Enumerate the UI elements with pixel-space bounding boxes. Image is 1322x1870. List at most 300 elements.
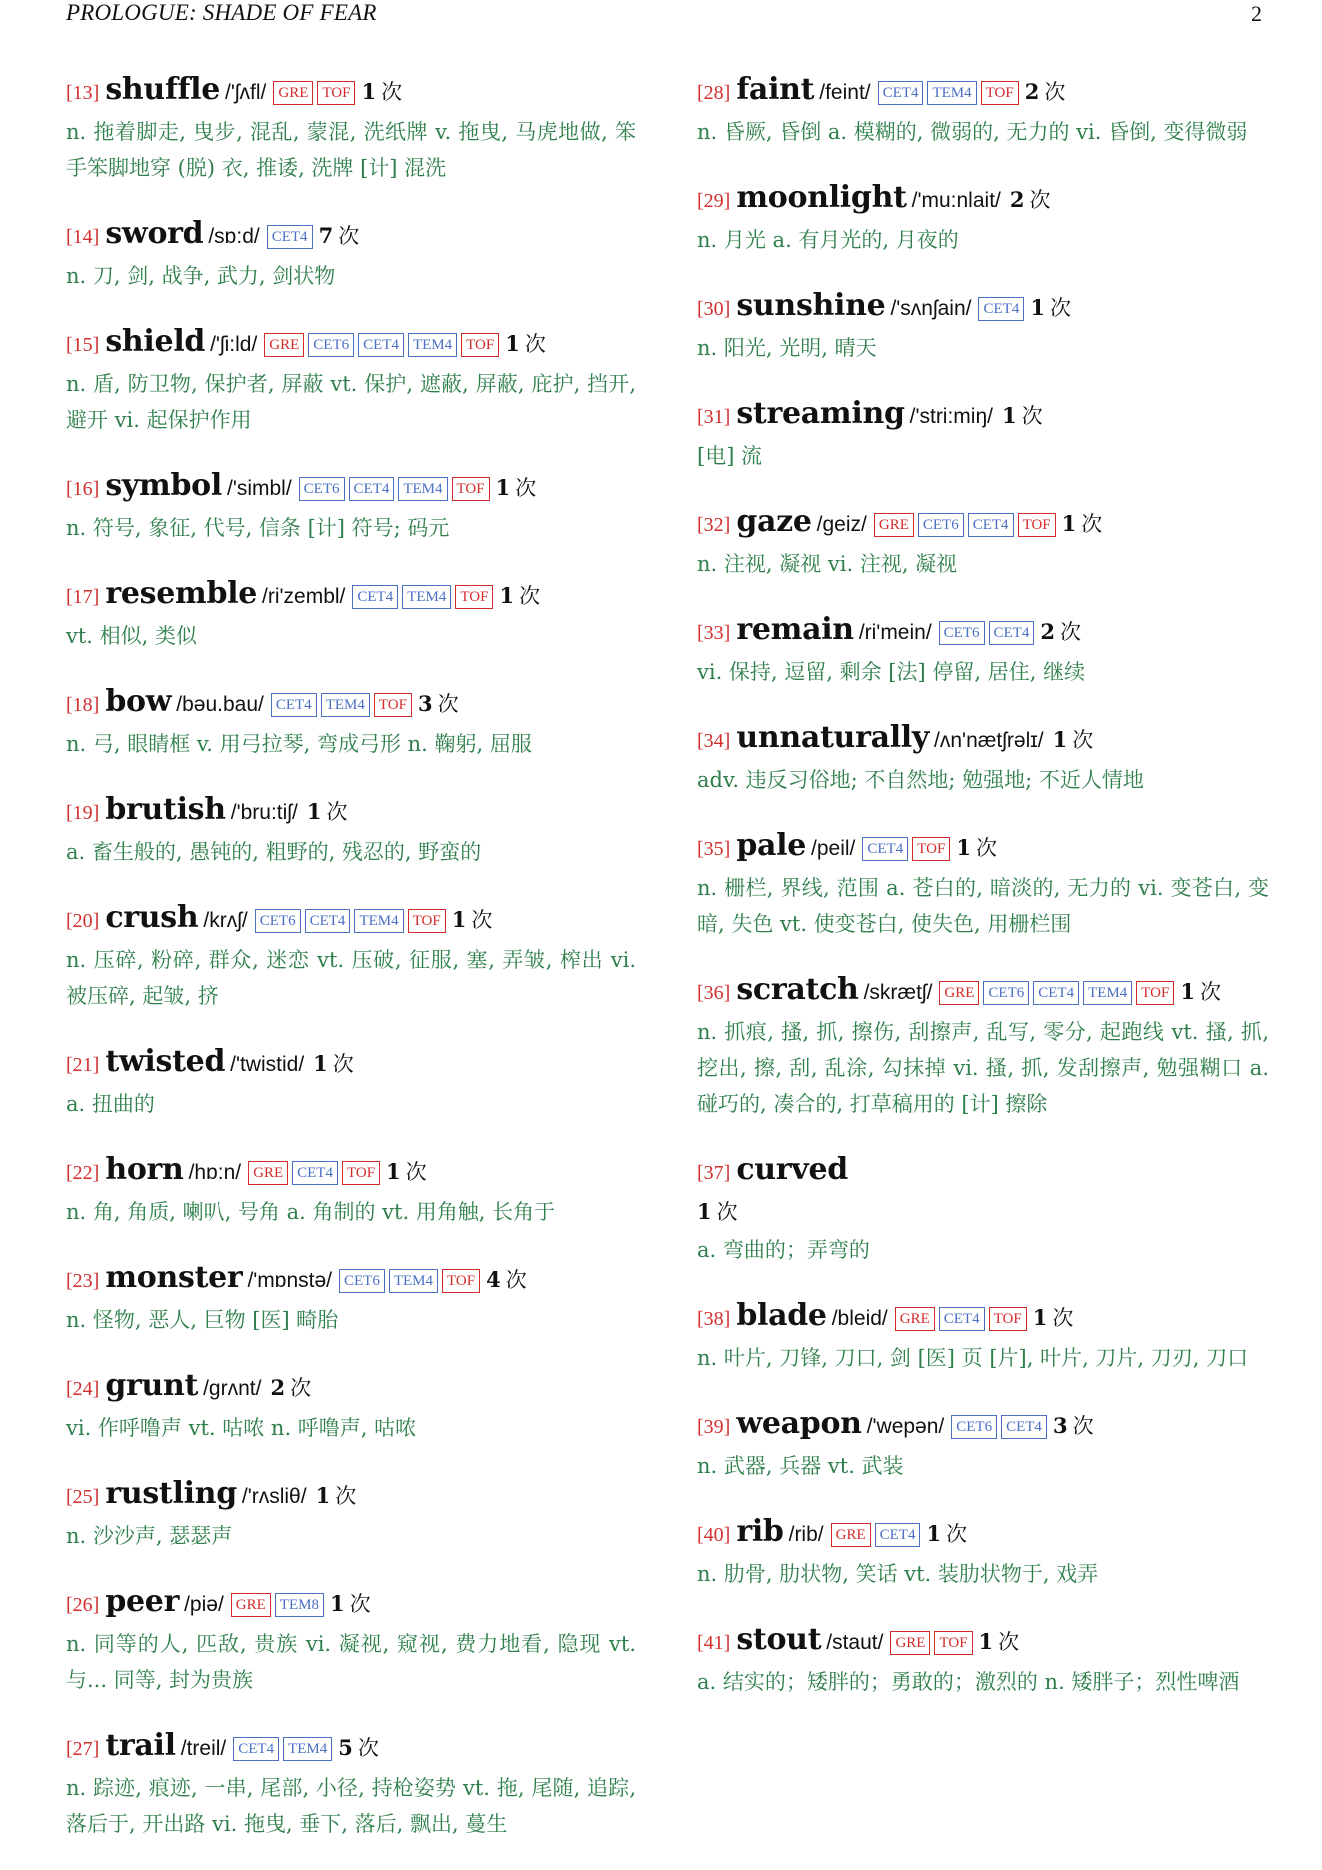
entry-word: rustling: [105, 1476, 237, 1511]
entry-headline: [66, 1150, 636, 1194]
entry-number: [24]: [66, 1378, 100, 1400]
entry-pronunciation: /'twistid/: [230, 1053, 305, 1076]
exam-tag-badge: TOF: [408, 909, 446, 933]
vocab-entry: [66, 1474, 636, 1554]
occurrence-count: [338, 1736, 379, 1760]
entry-definition: a. 结实的；矮胖的；勇敢的；激烈的 n. 矮胖子；烈性啤酒: [697, 1670, 1240, 1694]
entry-pronunciation: /grʌnt/: [203, 1377, 262, 1400]
vocab-entry: [66, 214, 636, 294]
exam-tag-badge: GRE: [831, 1523, 871, 1547]
vocab-entry: [66, 574, 636, 654]
entry-number: [31]: [697, 406, 731, 428]
exam-tag-badge: CET4: [968, 513, 1014, 537]
entry-pronunciation: /staut/: [826, 1631, 884, 1654]
occurrence-count: [330, 1592, 371, 1616]
entry-number: [16]: [66, 478, 100, 500]
entry-number: [28]: [697, 82, 731, 104]
occurrence-number: 1: [1052, 727, 1068, 752]
count-unit: 次: [357, 1736, 379, 1760]
vocab-entry: [66, 1366, 636, 1446]
exam-tag-badge: GRE: [895, 1307, 935, 1331]
entry-word: bow: [105, 684, 172, 719]
entry-headline: [697, 970, 1269, 1014]
exam-tag-badge: GRE: [874, 513, 914, 537]
entry-headline: [66, 214, 636, 258]
exam-tag-badge: GRE: [264, 333, 304, 357]
occurrence-number: 1: [1061, 511, 1077, 536]
vocab-entry: [66, 70, 636, 186]
entry-headline: [697, 610, 1269, 654]
exam-tag-badge: CET4: [358, 333, 404, 357]
entry-headline: [697, 502, 1269, 546]
entry-headline: [697, 1512, 1269, 1556]
occurrence-count: [1010, 188, 1051, 212]
entry-definition: n. 弓, 眼睛框 v. 用弓拉琴, 弯成弓形 n. 鞠躬, 屈服: [66, 732, 532, 756]
occurrence-number: 1: [315, 1483, 331, 1508]
count-unit: 次: [1059, 620, 1081, 644]
count-unit: 次: [975, 836, 997, 860]
vocab-entry: [697, 178, 1269, 258]
entry-pronunciation: /ri'mein/: [858, 621, 932, 644]
occurrence-count: [496, 476, 537, 500]
occurrence-number: 4: [486, 1267, 501, 1292]
entry-word: sword: [105, 216, 204, 251]
count-unit: 次: [1072, 728, 1094, 752]
entry-number: [41]: [697, 1632, 731, 1654]
entry-headline: [66, 322, 636, 366]
entry-definition: n. 踪迹, 痕迹, 一串, 尾部, 小径, 持枪姿势 vt. 拖, 尾随, 追踪, 落后于, 开出路 vi. 拖曳, 垂下, 落后, 飘出, 蔓生: [66, 1776, 636, 1836]
entry-definition: n. 阳光, 光明, 晴天: [697, 336, 877, 360]
entry-headline: [66, 1366, 636, 1410]
entry-word: monster: [105, 1260, 243, 1295]
entry-number: [14]: [66, 226, 100, 248]
entry-pronunciation: /feint/: [819, 81, 871, 104]
count-unit: 次: [290, 1376, 312, 1400]
occurrence-number: 2: [1024, 79, 1040, 104]
entry-word: resemble: [105, 576, 258, 611]
entry-number: [21]: [66, 1054, 100, 1076]
count-unit: 次: [338, 224, 360, 248]
entry-pronunciation: /piə/: [184, 1593, 224, 1616]
occurrence-number: 1: [1180, 979, 1195, 1004]
entry-pronunciation: /bleid/: [831, 1307, 888, 1330]
count-unit: 次: [471, 908, 493, 932]
exam-tag-badge: CET4: [305, 909, 351, 933]
entry-pronunciation: /'sʌnʃain/: [890, 297, 972, 320]
occurrence-number: 2: [1040, 619, 1055, 644]
exam-tag-badge: TOF: [461, 333, 499, 357]
entry-definition: a. 扭曲的: [66, 1092, 155, 1116]
vocab-entry: [697, 1296, 1269, 1376]
occurrence-number: 1: [495, 475, 511, 500]
occurrence-count: [1053, 1414, 1094, 1438]
exam-tag-badge: TOF: [374, 693, 412, 717]
entry-word: peer: [105, 1584, 180, 1619]
exam-tag-badge: TOF: [442, 1269, 480, 1293]
vocab-entry: [66, 682, 636, 762]
exam-tag-badge: GRE: [231, 1593, 271, 1617]
exam-tag-badge: CET4: [878, 81, 924, 105]
entry-number: [27]: [66, 1738, 100, 1760]
occurrence-count: [1025, 80, 1066, 104]
entry-pronunciation: /skrætʃ/: [863, 981, 933, 1004]
count-unit: 次: [332, 1052, 354, 1076]
occurrence-number: 1: [1030, 295, 1045, 320]
entry-definition: a. 弯曲的；弄弯的: [697, 1238, 870, 1262]
occurrence-number: 7: [318, 223, 334, 248]
count-unit: 次: [437, 692, 459, 716]
entry-definition: n. 沙沙声, 瑟瑟声: [66, 1524, 233, 1548]
entry-word: twisted: [105, 1044, 226, 1079]
entry-pronunciation: /ʌn'nætʃrəlɪ/: [934, 729, 1044, 752]
count-unit: 次: [349, 1592, 371, 1616]
exam-tag-badge: TOF: [317, 81, 355, 105]
entry-pronunciation: /ri'zembl/: [262, 585, 346, 608]
entry-number: [23]: [66, 1270, 100, 1292]
count-unit: 次: [1199, 980, 1221, 1004]
exam-tag-badge: CET4: [271, 693, 317, 717]
exam-tag-badge: TOF: [934, 1631, 972, 1655]
entry-headline: [697, 286, 1269, 330]
exam-tag-badge: TOF: [452, 477, 490, 501]
entry-definition: vt. 相似, 类似: [66, 624, 198, 648]
vocab-column-left: [66, 70, 636, 1870]
entry-headline: [697, 1296, 1269, 1340]
count-unit: 次: [1021, 404, 1043, 428]
entry-word: shield: [105, 324, 206, 359]
entry-definition: [电] 流: [697, 444, 763, 468]
entry-word: blade: [736, 1298, 827, 1333]
count-unit: 次: [524, 332, 546, 356]
occurrence-count: [505, 332, 546, 356]
occurrence-number: 1: [978, 1629, 994, 1654]
count-unit: 次: [326, 800, 348, 824]
entry-definition: n. 昏厥, 昏倒 a. 模糊的, 微弱的, 无力的 vi. 昏倒, 变得微弱: [697, 120, 1248, 144]
page-number: 2: [1251, 1, 1262, 26]
count-unit: 次: [1081, 512, 1103, 536]
entry-word: unnaturally: [736, 720, 930, 755]
exam-tag-badge: GRE: [890, 1631, 930, 1655]
count-unit: 次: [1049, 296, 1071, 320]
vocab-entry: [697, 1404, 1269, 1484]
entry-word: stout: [736, 1622, 822, 1657]
occurrence-count: [316, 1484, 357, 1508]
exam-tag-badge: CET6: [918, 513, 964, 537]
occurrence-count: [486, 1268, 527, 1292]
count-unit: 次: [1029, 188, 1051, 212]
occurrence-count: [361, 80, 402, 104]
entry-number: [17]: [66, 586, 100, 608]
entry-definition: n. 月光 a. 有月光的, 月夜的: [697, 228, 959, 252]
exam-tag-badge: CET6: [299, 477, 345, 501]
exam-tag-badge: TEM4: [321, 693, 370, 717]
entry-definition: n. 盾, 防卫物, 保护者, 屏蔽 vt. 保护, 遮蔽, 屏蔽, 庇护, 挡开, 避开 vi. 起保护作用: [66, 372, 636, 432]
occurrence-count: [1030, 296, 1071, 320]
entry-number: [22]: [66, 1162, 100, 1184]
exam-tag-badge: CET4: [862, 837, 908, 861]
entry-pronunciation: /'bru:tiʃ/: [230, 801, 298, 824]
entry-definition: n. 叶片, 刀锋, 刀口, 剑 [医] 页 [片], 叶片, 刀片, 刀刃, 刀口: [697, 1346, 1249, 1370]
entry-number: [15]: [66, 334, 100, 356]
vocab-entry: [66, 1150, 636, 1230]
occurrence-count: [979, 1630, 1020, 1654]
entry-definition: n. 刀, 剑, 战争, 武力, 剑状物: [66, 264, 336, 288]
entry-pronunciation: /'wepən/: [866, 1415, 945, 1438]
exam-tag-badge: TEM4: [283, 1737, 332, 1761]
exam-tag-badge: CET6: [255, 909, 301, 933]
entry-number: [32]: [697, 514, 731, 536]
entry-headline: [66, 898, 636, 942]
entry-definition: n. 注视, 凝视 vi. 注视, 凝视: [697, 552, 958, 576]
exam-tag-badge: TOF: [1136, 981, 1174, 1005]
entry-pronunciation: /krʌʃ/: [203, 909, 248, 932]
count-unit: 次: [519, 584, 541, 608]
exam-tag-badge: TOF: [981, 81, 1019, 105]
count-unit: 次: [405, 1160, 427, 1184]
entry-headline: [697, 70, 1269, 114]
entry-word: gaze: [736, 504, 812, 539]
entry-number: [25]: [66, 1486, 100, 1508]
entry-headline: [66, 1474, 636, 1518]
entry-pronunciation: /'ʃi:ld/: [210, 333, 258, 356]
occurrence-count: [1002, 404, 1043, 428]
occurrence-number: 1: [926, 1521, 942, 1546]
entry-number: [13]: [66, 82, 100, 104]
exam-tag-badge: CET4: [233, 1737, 279, 1761]
exam-tag-badge: CET4: [939, 1307, 985, 1331]
entry-number: [37]: [697, 1162, 731, 1184]
vocab-entry: [66, 466, 636, 546]
vocab-entry: [66, 1726, 636, 1842]
entry-headline: [697, 1150, 1269, 1194]
entry-word: remain: [736, 612, 854, 647]
entry-definition: n. 符号, 象征, 代号, 信条 [计] 符号; 码元: [66, 516, 450, 540]
entry-number: [19]: [66, 802, 100, 824]
exam-tag-badge: TEM4: [927, 81, 976, 105]
occurrence-number: 1: [451, 907, 467, 932]
occurrence-count: [386, 1160, 427, 1184]
occurrence-number: 1: [386, 1159, 401, 1184]
vocab-entry: [697, 394, 1269, 474]
entry-word: weapon: [736, 1406, 862, 1441]
entry-pronunciation: /bəu.bau/: [176, 693, 264, 716]
occurrence-number: 3: [417, 691, 433, 716]
occurrence-count: [319, 224, 360, 248]
exam-tag-badge: TEM4: [408, 333, 457, 357]
entry-pronunciation: /geiz/: [816, 513, 867, 536]
entry-definition: a. 畜生般的, 愚钝的, 粗野的, 残忍的, 野蛮的: [66, 840, 482, 864]
vocab-entry: [697, 970, 1269, 1122]
exam-tag-badge: TEM8: [275, 1593, 324, 1617]
exam-tag-badge: CET4: [978, 297, 1024, 321]
occurrence-count: [452, 908, 493, 932]
entry-headline: [66, 574, 636, 618]
entry-headline: [66, 70, 636, 114]
vocab-entry: [66, 898, 636, 1014]
entry-number: [20]: [66, 910, 100, 932]
occurrence-number: 5: [338, 1735, 353, 1760]
occurrence-number: 1: [361, 79, 377, 104]
exam-tag-badge: GRE: [273, 81, 313, 105]
exam-tag-badge: TOF: [989, 1307, 1027, 1331]
occurrence-count: [307, 800, 348, 824]
occurrence-number: 2: [1009, 187, 1025, 212]
entry-headline: [66, 1042, 636, 1086]
exam-tag-badge: TEM4: [398, 477, 447, 501]
vocab-entry: [697, 826, 1269, 942]
entry-definition: n. 肋骨, 肋状物, 笑话 vt. 装肋状物于, 戏弄: [697, 1562, 1099, 1586]
occurrence-number: 1: [1032, 1305, 1048, 1330]
entry-number: [30]: [697, 298, 731, 320]
occurrence-number: 1: [1001, 403, 1017, 428]
exam-tag-badge: CET6: [308, 333, 354, 357]
vocab-entry: [697, 70, 1269, 150]
entry-pronunciation: /rib/: [788, 1523, 824, 1546]
exam-tag-badge: CET6: [951, 1415, 997, 1439]
entry-definition: adv. 违反习俗地; 不自然地; 勉强地; 不近人情地: [697, 768, 1144, 792]
entry-pronunciation: /peil/: [811, 837, 856, 860]
entry-definition: n. 栅栏, 界线, 范围 a. 苍白的, 暗淡的, 无力的 vi. 变苍白, 变暗, 失色 vt. 使变苍白, 使失色, 用栅栏围: [697, 876, 1269, 936]
occurrence-count: [313, 1052, 354, 1076]
count-unit: 次: [998, 1630, 1020, 1654]
occurrence-count: [270, 1376, 311, 1400]
entry-definition: n. 怪物, 恶人, 巨物 [医] 畸胎: [66, 1308, 339, 1332]
entry-definition: n. 角, 角质, 喇叭, 号角 a. 角制的 vt. 用角触, 长角于: [66, 1200, 556, 1224]
occurrence-count: [956, 836, 997, 860]
vocab-entry: [697, 286, 1269, 366]
entry-number: [36]: [697, 982, 731, 1004]
entry-pronunciation: /'mɒnstə/: [247, 1269, 332, 1292]
entry-word: sunshine: [736, 288, 886, 323]
entry-headline: [697, 718, 1269, 762]
entry-headline: [697, 1404, 1269, 1448]
occurrence-number: 1: [329, 1591, 345, 1616]
exam-tag-badge: TOF: [912, 837, 950, 861]
vocab-entry: [697, 610, 1269, 690]
occurrence-count: [499, 584, 540, 608]
exam-tag-badge: TEM4: [389, 1269, 438, 1293]
exam-tag-badge: TOF: [342, 1161, 380, 1185]
occurrence-number: 1: [505, 331, 520, 356]
entry-pronunciation: /'simbl/: [226, 477, 292, 500]
entry-word: moonlight: [736, 180, 907, 215]
exam-tag-badge: CET4: [1033, 981, 1079, 1005]
entry-word: shuffle: [105, 72, 221, 107]
exam-tag-badge: TOF: [455, 585, 493, 609]
chapter-running-header: PROLOGUE: SHADE OF FEAR: [66, 0, 377, 25]
entry-word: pale: [736, 828, 807, 863]
vocab-entry: [697, 1512, 1269, 1592]
exam-tag-badge: TOF: [1018, 513, 1056, 537]
entry-word: faint: [736, 72, 815, 107]
entry-number: [38]: [697, 1308, 731, 1330]
vocab-entry: [697, 1150, 1269, 1268]
entry-definition: n. 压碎, 粉碎, 群众, 迷恋 vt. 压破, 征服, 塞, 弄皱, 榨出 vi. 被压碎, 起皱, 挤: [66, 948, 636, 1008]
entry-word: trail: [105, 1728, 176, 1763]
exam-tag-badge: CET6: [983, 981, 1029, 1005]
exam-tag-badge: GRE: [248, 1161, 288, 1185]
entry-headline: [66, 466, 636, 510]
exam-tag-badge: CET4: [292, 1161, 338, 1185]
vocab-entry: [66, 322, 636, 438]
occurrence-number: 2: [270, 1375, 286, 1400]
occurrence-count: [1033, 1306, 1074, 1330]
exam-tag-badge: CET4: [875, 1523, 921, 1547]
vocab-entry: [697, 1620, 1269, 1700]
vocab-entry: [697, 718, 1269, 798]
exam-tag-badge: CET4: [989, 621, 1035, 645]
occurrence-count: [1062, 512, 1103, 536]
count-unit: 次: [381, 80, 403, 104]
exam-tag-badge: CET6: [339, 1269, 385, 1293]
vocab-entry: [66, 1582, 636, 1698]
exam-tag-badge: CET4: [352, 585, 398, 609]
count-unit: 次: [1072, 1414, 1094, 1438]
entry-number: [34]: [697, 730, 731, 752]
entry-pronunciation: /'ʃʌfl/: [225, 81, 267, 104]
vocab-entry: [66, 1042, 636, 1122]
count-unit: 次: [716, 1200, 738, 1224]
exam-tag-badge: CET4: [349, 477, 395, 501]
occurrence-count: [418, 692, 459, 716]
exam-tag-badge: TEM4: [402, 585, 451, 609]
entry-word: brutish: [105, 792, 226, 827]
entry-definition: n. 拖着脚走, 曳步, 混乱, 蒙混, 洗纸牌 v. 拖曳, 马虎地做, 笨手笨脚地穿 (脱) 衣, 推诿, 洗牌 [计] 混洗: [66, 120, 636, 180]
vocab-entry: [66, 1258, 636, 1338]
entry-headline: [697, 178, 1269, 222]
entry-pronunciation: /treil/: [180, 1737, 227, 1760]
entry-headline: [66, 790, 636, 834]
occurrence-number: 1: [499, 583, 515, 608]
entry-word: crush: [105, 900, 199, 935]
occurrence-number: 3: [1052, 1413, 1068, 1438]
exam-tag-badge: CET6: [939, 621, 985, 645]
entry-number: [40]: [697, 1524, 731, 1546]
entry-headline: [697, 1620, 1269, 1664]
entry-number: [18]: [66, 694, 100, 716]
entry-number: [29]: [697, 190, 731, 212]
exam-tag-badge: TEM4: [354, 909, 403, 933]
vocab-column-right: [697, 70, 1269, 1728]
entry-definition: n. 同等的人, 匹敌, 贵族 vi. 凝视, 窥视, 费力地看, 隐现 vt. 与... 同等, 封为贵族: [66, 1632, 636, 1692]
entry-word: scratch: [736, 972, 859, 1007]
occurrence-count: [697, 1200, 738, 1224]
entry-word: streaming: [736, 396, 905, 431]
entry-pronunciation: /hɒ:n/: [188, 1161, 242, 1184]
entry-number: [26]: [66, 1594, 100, 1616]
entry-word: symbol: [105, 468, 222, 503]
entry-headline: [66, 1726, 636, 1770]
occurrence-count: [926, 1522, 967, 1546]
count-unit: 次: [505, 1268, 527, 1292]
occurrence-number: 1: [313, 1051, 328, 1076]
vocab-entry: [66, 790, 636, 870]
entry-definition: vi. 作呼噜声 vt. 咕哝 n. 呼噜声, 咕哝: [66, 1416, 417, 1440]
entry-number: [35]: [697, 838, 731, 860]
exam-tag-badge: CET4: [1001, 1415, 1047, 1439]
count-unit: 次: [1044, 80, 1066, 104]
count-unit: 次: [335, 1484, 357, 1508]
entry-word: curved: [736, 1152, 848, 1187]
entry-headline: [697, 394, 1269, 438]
count-unit: 次: [946, 1522, 968, 1546]
occurrence-line: [697, 1194, 1269, 1232]
entry-pronunciation: /sɒ:d/: [208, 225, 260, 248]
entry-word: horn: [105, 1152, 184, 1187]
entry-definition: n. 抓痕, 搔, 抓, 擦伤, 刮擦声, 乱写, 零分, 起跑线 vt. 搔, 抓, 挖出, 擦, 刮, 乱涂, 勾抹掉 vi. 搔, 抓, 发刮擦声, 勉强糊口 a. 碰巧的, 凑合的, 打草稿用的 [计] 擦除: [697, 1020, 1269, 1116]
entry-pronunciation: /'mu:nlait/: [911, 189, 1001, 212]
entry-number: [33]: [697, 622, 731, 644]
